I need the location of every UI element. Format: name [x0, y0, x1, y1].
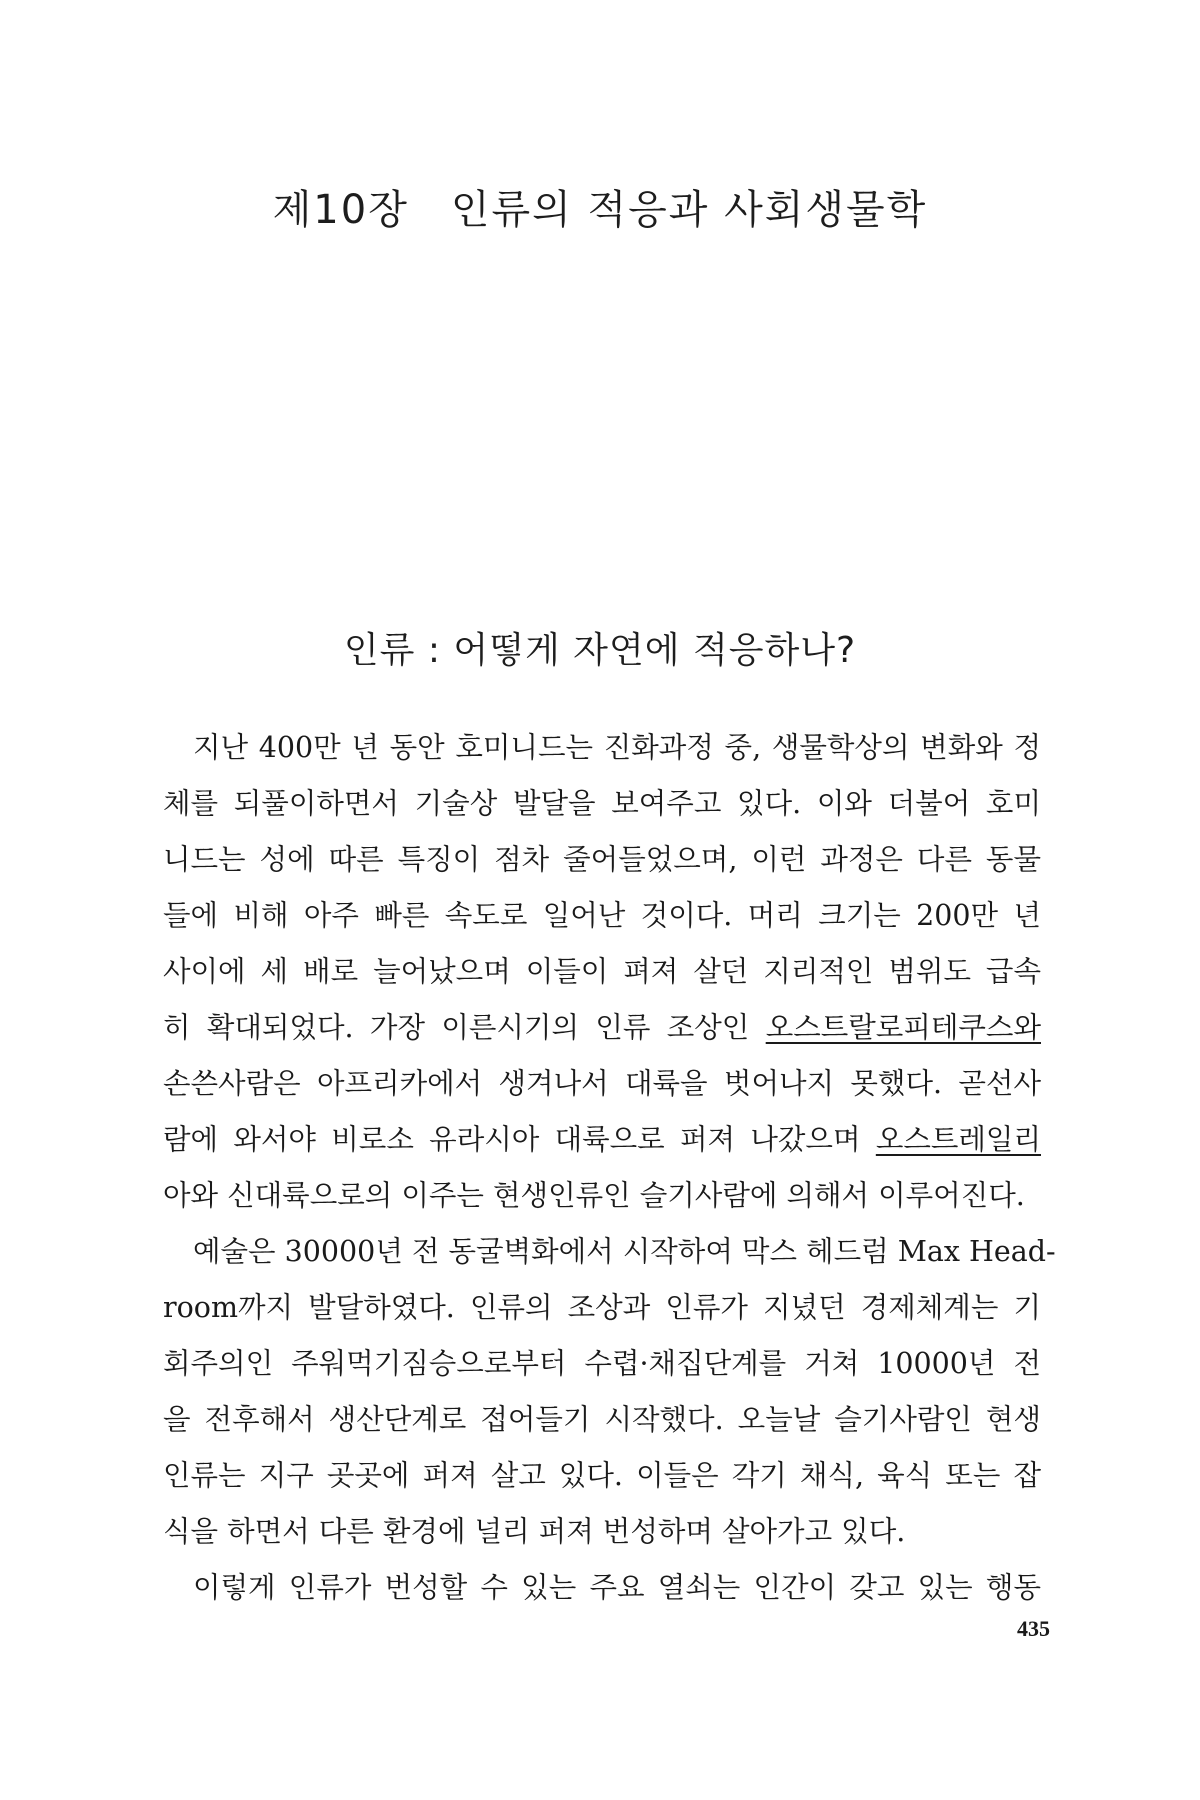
- paragraph-line: [163, 1112, 1041, 1168]
- paragraph-line: 인류는 지구 곳곳에 퍼져 살고 있다. 이들은 각기 채식, 육식 또는 잡: [163, 1459, 1041, 1492]
- paragraph-line: 사이에 세 배로 늘어났으며 이들이 펴져 살던 지리적인 범위도 급속: [163, 955, 1041, 988]
- line-text: 히 확대되었다. 가장 이른시기의 인류 조상인: [163, 1011, 766, 1044]
- paragraph-line: 손쓴사람은 아프리카에서 생겨나서 대륙을 벗어나지 못했다. 곧선사: [163, 1067, 1041, 1100]
- paragraph-line: 식을 하면서 다른 환경에 널리 퍼져 번성하며 살아가고 있다.: [163, 1515, 906, 1548]
- body-text: [163, 720, 1056, 1616]
- paragraph-line: 이렇게 인류가 번성할 수 있는 주요 열쇠는 인간이 갖고 있는 행동: [193, 1571, 1041, 1604]
- paragraph-line: 아와 신대륙으로의 이주는 현생인류인 슬기사람에 의해서 이루어진다.: [163, 1179, 1025, 1212]
- paragraph-line: 예술은 30000년 전 동굴벽화에서 시작하여 막스 헤드럼 Max Head-: [193, 1235, 1056, 1268]
- paragraph-line: [163, 1000, 1041, 1056]
- paragraph-line: 니드는 성에 따른 특징이 점차 줄어들었으며, 이런 과정은 다른 동물: [163, 843, 1041, 876]
- line-text: 람에 와서야 비로소 유라시아 대륙으로 퍼져 나갔으며: [163, 1123, 876, 1156]
- paragraph-line: 지난 400만 년 동안 호미니드는 진화과정 중, 생물학상의 변화와 정: [193, 731, 1041, 764]
- underlined-term: 오스트레일리: [875, 1123, 1041, 1156]
- chapter-title: 제10장 인류의 적응과 사회생물학: [272, 187, 928, 233]
- underlined-term: 오스트랄로피테쿠스와: [765, 1011, 1041, 1044]
- paragraph-line: 들에 비해 아주 빠른 속도로 일어난 것이다. 머리 크기는 200만 년: [163, 899, 1041, 932]
- section-title: 인류 : 어떻게 자연에 적응하나?: [343, 630, 857, 671]
- paragraph-line: 회주의인 주워먹기짐승으로부터 수렵·채집단계를 거쳐 10000년 전: [163, 1347, 1041, 1380]
- paragraph-line: room까지 발달하였다. 인류의 조상과 인류가 지녔던 경제체계는 기: [163, 1291, 1041, 1324]
- page-number: 435: [1017, 1616, 1050, 1641]
- paragraph-line: 체를 되풀이하면서 기술상 발달을 보여주고 있다. 이와 더불어 호미: [163, 787, 1041, 820]
- paragraph-line: 을 전후해서 생산단계로 접어들기 시작했다. 오늘날 슬기사람인 현생: [163, 1403, 1041, 1436]
